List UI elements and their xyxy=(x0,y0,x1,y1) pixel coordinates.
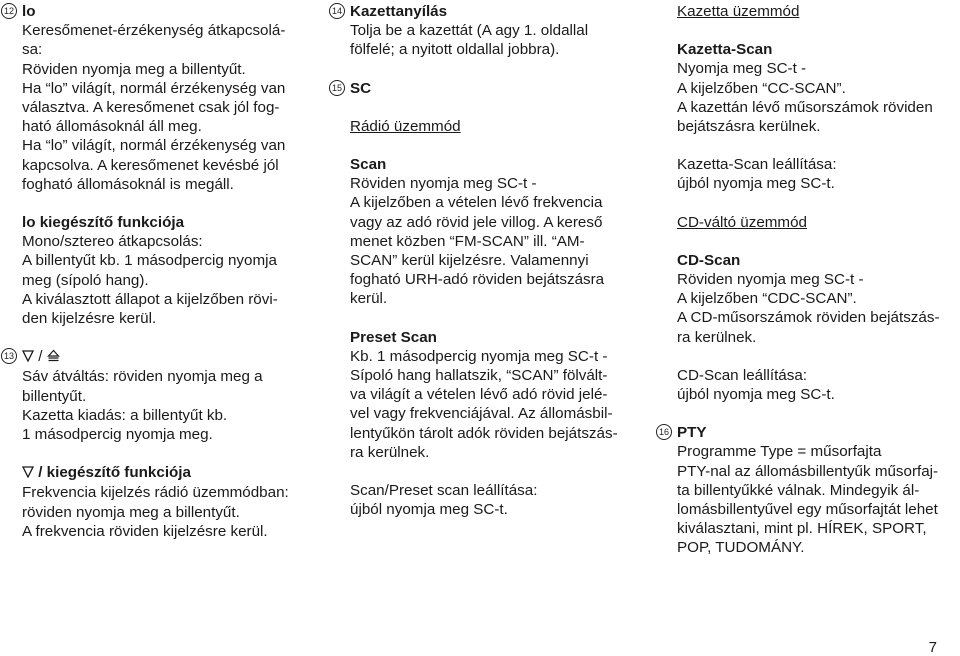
band-triangle-icon xyxy=(22,464,34,483)
column-2 xyxy=(331,2,640,519)
item-number-14: 14 xyxy=(329,3,345,19)
text-line: Frekvencia kijelzés rádió üzemmódban: xyxy=(22,484,289,502)
text-line: kapcsolva. A keresőmenet kevésbé jól xyxy=(22,156,279,174)
text-line: CD-Scan leállítása: xyxy=(677,366,807,384)
section-band-extra xyxy=(22,463,322,541)
text-line: vel vagy frekvenciájával. Az állomásbil- xyxy=(350,405,613,423)
text-line: Kazetta-Scan leállítása: xyxy=(677,156,837,174)
item-number-13: 13 xyxy=(1,348,17,364)
text-line: vagy az adó rövid jele villog. A kereső xyxy=(350,213,603,231)
text-line: Keresőmenet-érzékenység átkapcsolá- xyxy=(22,22,286,40)
text-line: PTY-nal az állomásbillentyűk műsorfaj- xyxy=(677,462,939,480)
text-line: A kijelzőben “CC-SCAN”. xyxy=(677,79,846,97)
text-line: billentyűt. xyxy=(22,387,87,405)
section-title-band-eject xyxy=(22,347,322,367)
text-line: újból nyomja meg SC-t. xyxy=(350,501,508,519)
text-line: sa: xyxy=(22,41,43,59)
text-line: fölfelé; a nyitott oldallal jobbra). xyxy=(350,41,560,59)
text-line: A frekvencia röviden kijelzésre kerül. xyxy=(22,522,268,540)
mode-heading-tape: Kazetta üzemmód xyxy=(677,3,800,20)
text-line: menet közben “FM-SCAN” ill. “AM- xyxy=(350,232,585,250)
section-scan-stop xyxy=(350,481,640,519)
band-triangle-icon xyxy=(22,348,34,367)
text-line: Ha “lo” világít, normál érzékenység van xyxy=(22,137,286,155)
column-3 xyxy=(658,2,957,558)
text-line: Sáv átváltás: röviden nyomja meg a xyxy=(22,368,263,386)
text-line: fogható állomásoknál is megáll. xyxy=(22,175,234,193)
section-lo-extra xyxy=(22,213,322,328)
section-cd-scan xyxy=(677,251,957,347)
text-line: A kijelzőben “CDC-SCAN”. xyxy=(677,290,857,308)
item-number-16: 16 xyxy=(656,424,672,440)
section-title-scan: Scan xyxy=(350,156,387,174)
section-title-lo-extra: lo kiegészítő funkciója xyxy=(22,214,185,232)
section-title-tape-slot: Kazettanyílás xyxy=(350,3,448,20)
text-line: SCAN” kerül kijelzésre. Valamennyi xyxy=(350,252,589,270)
text-line: Nyomja meg SC-t - xyxy=(677,60,807,78)
text-line: Programme Type = műsorfajta xyxy=(677,443,882,461)
mode-heading-radio: Rádió üzemmód xyxy=(350,117,461,135)
text-line: ta billentyűkké válnak. Mindegyik ál- xyxy=(677,481,920,499)
section-title-sc: SC xyxy=(350,79,372,97)
section-title-preset-scan: Preset Scan xyxy=(350,328,437,346)
text-line: újból nyomja meg SC-t. xyxy=(677,175,835,193)
section-title-cd-scan: CD-Scan xyxy=(677,251,741,269)
text-line: fogható URH-adó röviden bejátszásra xyxy=(350,271,605,289)
text-line: újból nyomja meg SC-t. xyxy=(677,386,835,404)
text-line: A kijelzőben a vételen lévő frekvencia xyxy=(350,194,603,212)
text-line: meg (sípoló hang). xyxy=(22,271,149,289)
text-line: den kijelzésre kerül. xyxy=(22,310,157,328)
section-title-band-extra xyxy=(22,463,322,483)
text-line: Kb. 1 másodpercig nyomja meg SC-t - xyxy=(350,347,608,365)
text-line: lentyűkön tárolt adók röviden bejátszás- xyxy=(350,424,618,442)
section-title-lo: lo xyxy=(22,3,36,20)
section-sc xyxy=(331,79,640,136)
text-line: bejátszásra kerülnek. xyxy=(677,118,821,136)
text-line: Ha “lo” világít, normál érzékenység van xyxy=(22,79,286,97)
text-line: Mono/sztereo átkapcsolás: xyxy=(22,233,203,251)
text-line: va világít a vételen lévő adó rövid jelé- xyxy=(350,386,608,404)
text-line: Tolja be a kazettát (A agy 1. oldallal xyxy=(350,22,589,40)
section-cd-scan-stop xyxy=(677,366,957,404)
text-line: A kiválasztott állapot a kijelzőben rövi- xyxy=(22,290,278,308)
text-line: Sípoló hang hallatszik, “SCAN” fölvált- xyxy=(350,367,608,385)
band-eject-separator: / xyxy=(34,348,47,366)
text-line: röviden nyomja meg a billentyűt. xyxy=(22,503,240,521)
section-pty xyxy=(658,423,957,557)
section-lo xyxy=(3,2,322,194)
item-number-12: 12 xyxy=(1,3,17,19)
text-line: A kazettán lévő műsorszámok röviden xyxy=(677,98,933,116)
text-line: 1 másodpercig nyomja meg. xyxy=(22,426,213,444)
text-line: Röviden nyomja meg SC-t - xyxy=(677,271,864,289)
text-line: Kazetta kiadás: a billentyűt kb. xyxy=(22,406,228,424)
column-1 xyxy=(3,2,322,541)
section-title-pty: PTY xyxy=(677,424,707,442)
text-line: Röviden nyomja meg SC-t - xyxy=(350,175,537,193)
text-line: POP, TUDOMÁNY. xyxy=(677,539,805,557)
text-line: kiválasztani, mint pl. HÍREK, SPORT, xyxy=(677,520,927,538)
section-scan xyxy=(350,155,640,309)
page-number: 7 xyxy=(928,639,937,656)
text-line: A billentyűt kb. 1 másodpercig nyomja xyxy=(22,252,277,270)
section-tape-scan-stop xyxy=(677,155,957,193)
text-line: ra kerülnek. xyxy=(350,443,430,461)
text-line: Röviden nyomja meg a billentyűt. xyxy=(22,60,246,78)
text-line: ra kerülnek. xyxy=(677,328,757,346)
text-line: Scan/Preset scan leállítása: xyxy=(350,482,538,500)
item-number-15: 15 xyxy=(329,80,345,96)
mode-heading-cd: CD-váltó üzemmód xyxy=(677,213,807,231)
text-line: választva. A keresőmenet csak jól fog- xyxy=(22,99,280,117)
section-preset-scan xyxy=(350,328,640,462)
text-line: lomásbillentyűvel egy műsorfajtát lehet xyxy=(677,501,938,519)
section-title-tape-scan: Kazetta-Scan xyxy=(677,41,773,59)
text-line: ható állomásoknál áll meg. xyxy=(22,118,202,136)
eject-icon xyxy=(47,348,60,367)
section-tape-slot xyxy=(331,2,640,60)
band-extra-title-text: / kiegészítő funkciója xyxy=(34,464,191,482)
section-tape-scan xyxy=(677,40,957,136)
text-line: A CD-műsorszámok röviden bejátszás- xyxy=(677,309,940,327)
text-line: kerül. xyxy=(350,290,388,308)
section-band-eject xyxy=(3,347,322,444)
